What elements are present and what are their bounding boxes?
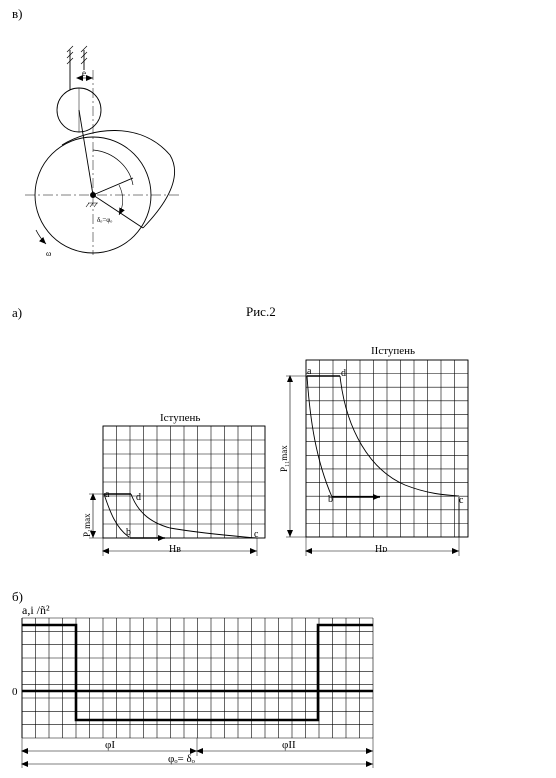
stage2-pressure-label: P₁₁max [279,445,289,472]
radius-line-1 [93,178,133,195]
guide-hatch [67,46,87,64]
stage2-stroke-label: Hᴅ [375,544,388,555]
rotation-arrow [36,230,46,244]
zero-label: 0 [12,686,18,698]
inner-arc [93,150,133,185]
acceleration-diagram [12,589,373,768]
section-label-a: а) [12,305,23,320]
angle-arc [119,185,123,215]
stage2-grid [306,360,468,537]
stage1-title: Iступень [160,412,201,424]
stage1-point-c: c [254,529,259,540]
stage1-stroke-label: Hв [169,544,181,555]
stage2-point-c: c [459,495,464,506]
cam-profile [62,130,175,228]
stage2-title: IIступень [371,345,416,357]
figure-caption: Рис.2 [246,304,276,319]
total-label: φₒ= δₒ [168,753,195,765]
stage2-point-b: b [328,494,333,505]
stage1-pressure-label: P₁max [82,513,92,537]
phi1-label: φI [105,739,116,751]
stage1-point-d: d [136,492,141,503]
stage2-diagram [279,345,468,556]
stage1-point-b: b [126,527,131,538]
angle-label: δₒ=φₒ [97,216,113,224]
phi2-label: φII [282,739,296,751]
stage1-diagram [82,412,265,556]
section-label-b: б) [12,589,23,604]
stage1-grid [103,426,265,538]
stage2-point-d: d [341,368,346,379]
section-label-v: в) [12,6,23,21]
pivot-support [86,203,98,207]
cam-mechanism [12,6,180,258]
stage2-point-a: a [307,366,312,377]
rotation-label: ω [46,249,52,258]
pushrod-line [79,110,93,195]
y-axis-label: a,i /ñ² [22,603,50,617]
stage1-point-a: a [105,489,110,500]
cam-pivot [91,193,96,198]
offset-label: e [82,68,86,78]
